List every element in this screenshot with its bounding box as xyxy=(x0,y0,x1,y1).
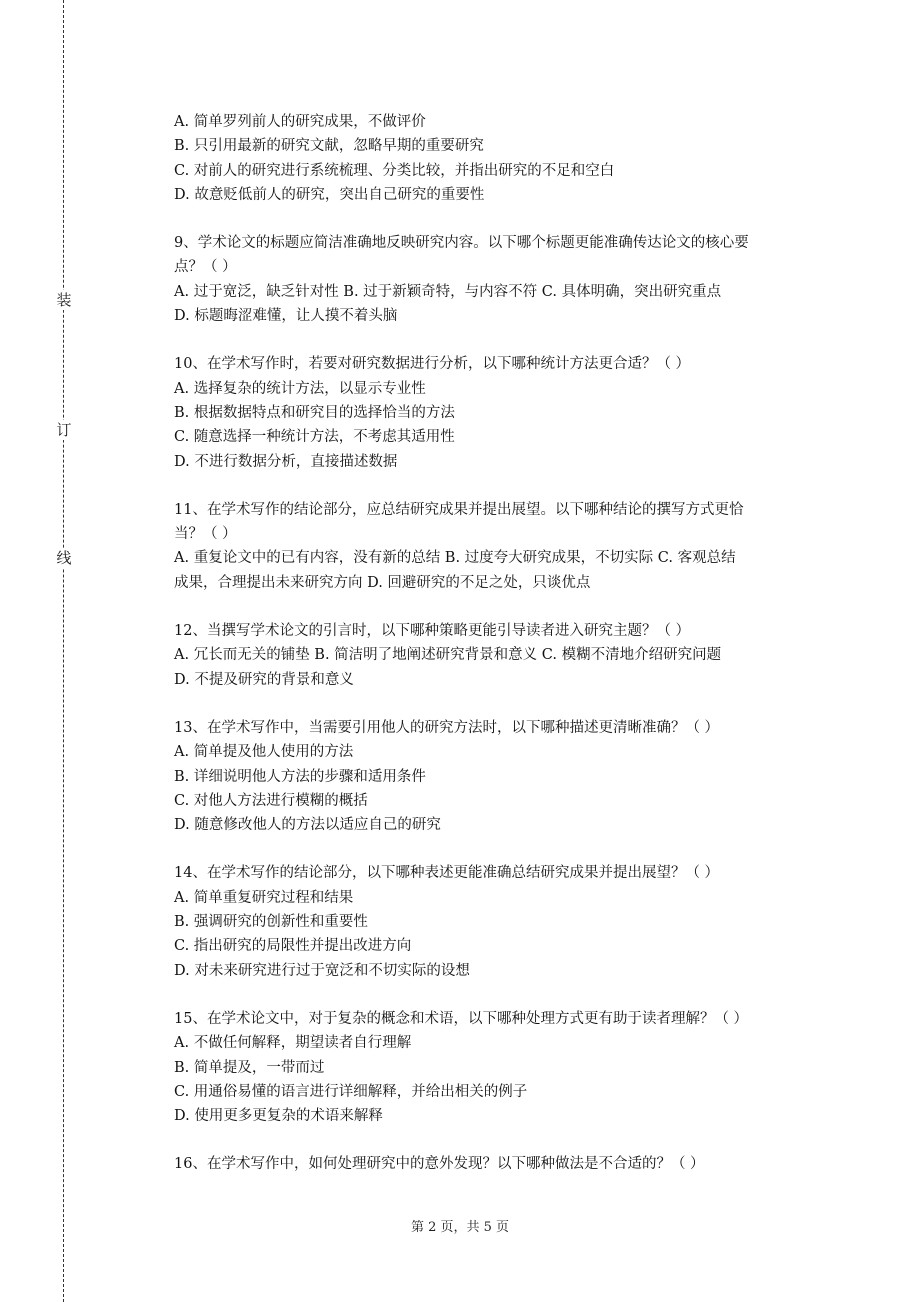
question-line: A. 过于宽泛，缺乏针对性 B. 过于新颖奇特，与内容不符 C. 具体明确，突出研究重点 xyxy=(174,283,722,300)
question-line: D. 使用更多更复杂的术语来解释 xyxy=(174,1108,383,1125)
question-line: C. 用通俗易懂的语言进行详细解释，并给出相关的例子 xyxy=(174,1083,528,1100)
question-line: B. 简单提及，一带而过 xyxy=(174,1059,325,1076)
question-line: A. 重复论文中的已有内容，没有新的总结 B. 过度夸大研究成果，不切实际 C. 客观总结 xyxy=(174,550,736,567)
question-block xyxy=(174,1152,834,1176)
question-line: D. 不提及研究的背景和意义 xyxy=(174,671,354,688)
question-line: B. 根据数据特点和研究目的选择恰当的方法 xyxy=(174,404,455,421)
question-line: D. 对未来研究进行过于宽泛和不切实际的设想 xyxy=(174,962,470,979)
question-line: 9、学术论文的标题应简洁准确地反映研究内容。以下哪个标题更能准确传达论文的核心要 xyxy=(174,235,749,252)
binding-char-ding: 订 xyxy=(56,421,72,439)
question-line: A. 简单重复研究过程和结果 xyxy=(174,889,354,906)
question-line: C. 对前人的研究进行系统梳理、分类比较，并指出研究的不足和空白 xyxy=(174,162,615,179)
question-line: 14、在学术写作的结论部分，以下哪种表述更能准确总结研究成果并提出展望？（ ） xyxy=(174,865,720,882)
question-block xyxy=(174,231,834,328)
question-line: 点？（ ） xyxy=(174,259,237,276)
page-number: 第 2 页，共 5 页 xyxy=(410,1220,510,1235)
question-line: C. 随意选择一种统计方法，不考虑其适用性 xyxy=(174,429,455,446)
question-block xyxy=(174,110,834,207)
question-line: D. 随意修改他人的方法以适应自己的研究 xyxy=(174,817,441,834)
question-block xyxy=(174,352,834,473)
question-line: A. 不做任何解释，期望读者自行理解 xyxy=(174,1035,412,1052)
question-block xyxy=(174,1007,834,1128)
binding-dashed-line xyxy=(63,0,64,1302)
question-list xyxy=(174,110,834,1201)
question-block xyxy=(174,716,834,837)
question-line: 10、在学术写作时，若要对研究数据进行分析，以下哪种统计方法更合适？（ ） xyxy=(174,356,691,373)
question-line: A. 冗长而无关的铺垫 B. 简洁明了地阐述研究背景和意义 C. 模糊不清地介绍研究问题 xyxy=(174,647,722,664)
question-line: B. 详细说明他人方法的步骤和适用条件 xyxy=(174,768,426,785)
question-block xyxy=(174,619,834,692)
question-line: 当？（ ） xyxy=(174,526,237,543)
question-line: C. 对他人方法进行模糊的概括 xyxy=(174,792,368,809)
binding-char-zhuang: 装 xyxy=(56,291,72,309)
question-line: D. 标题晦涩难懂，让人摸不着头脑 xyxy=(174,308,398,325)
question-line: 12、当撰写学术论文的引言时，以下哪种策略更能引导读者进入研究主题？（ ） xyxy=(174,623,691,640)
question-block xyxy=(174,498,834,595)
question-line: D. 不进行数据分析，直接描述数据 xyxy=(174,453,398,470)
question-line: B. 强调研究的创新性和重要性 xyxy=(174,914,368,931)
question-line: 16、在学术写作中，如何处理研究中的意外发现？以下哪种做法是不合适的？（ ） xyxy=(174,1156,705,1173)
question-line: 11、在学术写作的结论部分，应总结研究成果并提出展望。以下哪种结论的撰写方式更恰 xyxy=(174,501,744,518)
question-line: A. 选择复杂的统计方法，以显示专业性 xyxy=(174,380,426,397)
question-block xyxy=(174,861,834,982)
question-line: B. 只引用最新的研究文献，忽略早期的重要研究 xyxy=(174,138,484,155)
binding-char-xian: 线 xyxy=(56,549,72,567)
question-line: A. 简单提及他人使用的方法 xyxy=(174,744,354,761)
question-line: C. 指出研究的局限性并提出改进方向 xyxy=(174,938,412,955)
question-line: 15、在学术论文中，对于复杂的概念和术语，以下哪种处理方式更有助于读者理解？（ ） xyxy=(174,1010,749,1027)
question-line: A. 简单罗列前人的研究成果，不做评价 xyxy=(174,114,426,130)
question-line: D. 故意贬低前人的研究，突出自己研究的重要性 xyxy=(174,186,485,203)
question-line: 13、在学术写作中，当需要引用他人的研究方法时，以下哪种描述更清晰准确？（ ） xyxy=(174,719,720,736)
question-line: 成果，合理提出未来研究方向 D. 回避研究的不足之处，只谈优点 xyxy=(174,574,591,591)
